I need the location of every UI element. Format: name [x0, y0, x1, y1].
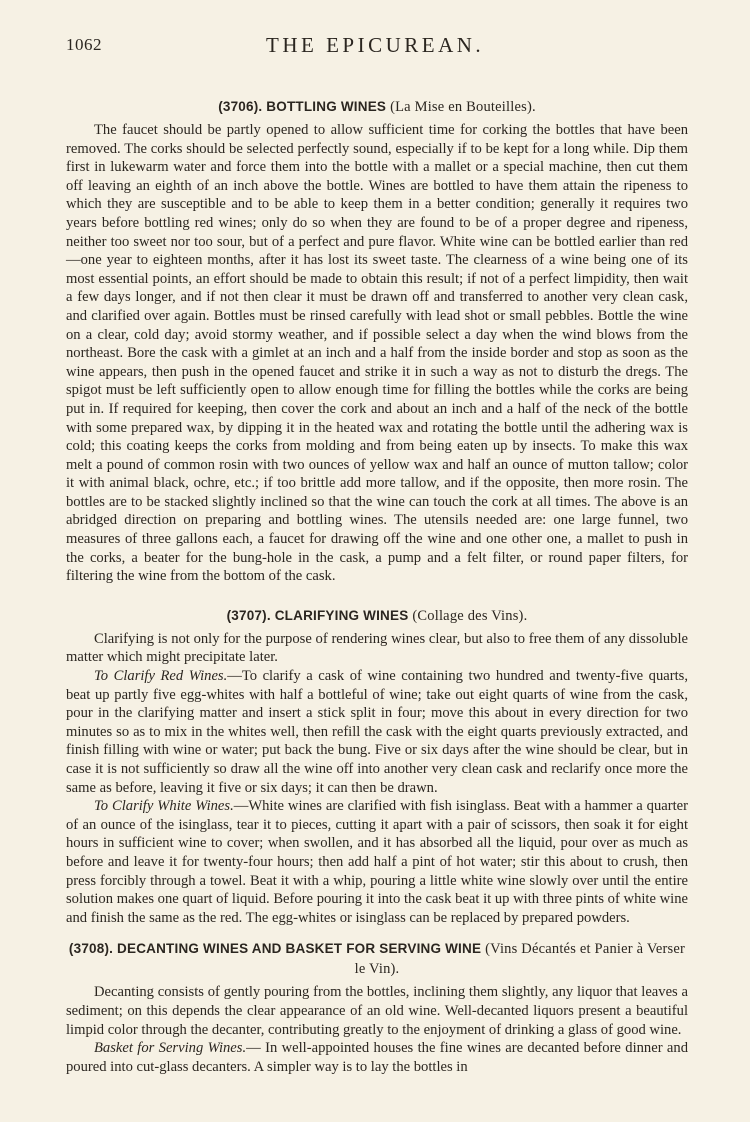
paragraph-text: —To clarify a cask of wine containing two hundred and twenty-five quarts, beat up partly five egg-whites with half a bottleful of wine; take out eight quarts of wine from the cask, pour in the clarifying matter and insert a stick split in four; move this about in every direction for two minutes so as to mix in the whites well, then refill the cask with the eight quarts previously extracted, and finish filling with wine or water; put back the bung. Five or six days after the wine should be clear, but in case it is not sufficiently so draw all the wine off into another very clean cask and reclarify once more the same as before, leaving it five or six days; it can then be drawn.: [66, 668, 688, 796]
heading-french: (Vins Décantés et Panier à Verser le Vin).: [354, 941, 686, 978]
paragraph: [66, 983, 688, 1039]
paragraph: [66, 797, 688, 927]
book-title: THE EPICUREAN.: [266, 33, 485, 57]
heading-title: (3707). CLARIFYING WINES: [226, 607, 409, 623]
section-decanting-wines: [66, 939, 688, 1076]
section-heading: [66, 606, 688, 626]
page-number: 1062: [66, 35, 102, 54]
section-clarifying-wines: [66, 606, 688, 928]
heading-french: (La Mise en Bouteilles).: [390, 99, 536, 115]
paragraph: [66, 121, 688, 586]
paragraph-subhead: Basket for Serving Wines.: [94, 1040, 247, 1057]
heading-title: (3708). DECANTING WINES AND BASKET FOR SERVING WINE: [68, 941, 482, 957]
paragraph-text: —White wines are clarified with fish isinglass. Beat with a hammer a quarter of an ounce of the isinglass, tear it to pieces, cutting it apart with a pair of scissors, then soak it for eight hours in sufficient wine to cover; when swollen, and it has absorbed all the liquid, pour over as much as before and leave it for twenty-four hours; then add half a pint of hot water; stir this about to crush, then press forcibly through a towel. Beat it with a whip, pouring a little white wine slowly over until the entire solution makes one quart of liquid. Before pouring it into the cask beat it up with three pints of white wine and finish the same as the red. The egg-whites or isinglass can be replaced by prepared powders.: [66, 798, 689, 926]
section-heading: [66, 97, 688, 117]
section-bottling-wines: [66, 97, 688, 586]
paragraph-text: — In well-appointed houses the fine wines are decanted before dinner and poured into cut-glass decanters. A simpler way is to lay the bottles in: [66, 1040, 688, 1075]
heading-french: (Collage des Vins).: [412, 607, 528, 624]
paragraph-text: Clarifying is not only for the purpose of rendering wines clear, but also to free them of any dissoluble matter which might precipitate later.: [66, 630, 688, 666]
paragraph-subhead: To Clarify Red Wines.: [94, 668, 228, 685]
paragraph-text: Decanting consists of gently pouring from the bottles, inclining them slightly, any liquor that leaves a sediment; on this depends the clear appearance of an old wine. Well-decanted liquors present a beautiful limpid color through the decanter, contributing greatly to the enjoyment of drinking a glass of good wine.: [66, 984, 688, 1038]
paragraph-subhead: To Clarify White Wines.: [94, 798, 234, 815]
paragraph: [66, 630, 688, 667]
paragraph-text: The faucet should be partly opened to allow sufficient time for corking the bottles that have been removed. The corks should be selected perfectly sound, especially if to be kept for a long while. Dip them first in lukewarm water and force them into the bottle with a mallet or a special machine, then cut them off leaving an eighth of an inch above the bottle. Wines are bottled to have them attain the ripeness to which they are susceptible and to be able to keep them in a better condition; generally it requires two years before bottling red wines; only do so when they are found to be of a proper degree and ripeness, neither too sweet nor too sour, but of a perfect and pure flavor. White wine can be bottled earlier than red—one year to eighteen months, after it has lost its sweet taste. The clearness of a wine being one of its most essential points, an effort should be made to obtain this result; if not of a perfect limpidity, then wait a few days longer, and if not then clear it must be drawn off and transferred to another very clean cask, and clarified over again. Bottles must be rinsed carefully with lead shot or small pebbles. Bottle the wine on a clear, cold day; avoid stormy weather, and if possible select a day when the wind blows from the northeast. Bore the cask with a gimlet at an inch and a half from the inside border and stop as soon as the wine appears, then push in the opened faucet and strike it in such a way as not to disturb the dregs. The spigot must be left sufficiently open to allow enough time for filling the bottles while the corks are being put in. If required for keeping, then cover the cork and about an inch and a half of the neck of the bottle with some prepared wax, by dipping it in the heated wax and rotating the bottle until the adhering wax is cold; this coating keeps the corks from molding and from being eaten up by insects. To make this wax melt a pound of common rosin with two ounces of yellow wax and half an ounce of mutton tallow; color it with animal black, ochre, etc.; if too brittle add more tallow, and if the opposite, then more rosin. The bottles are to be stacked slightly inclined so that the wine can touch the cork at all times. The above is an abridged direction on preparing and bottling wines. The utensils needed are: one large funnel, two measures of three gallons each, a faucet for drawing off the wine and one other one, a mallet to push in the corks, a beater for the bung-hole in the cask, a pump and a felt filter, or round paper filters, for filtering the wine from the bottom of the cask.: [66, 122, 688, 585]
heading-title: (3706). BOTTLING WINES: [218, 99, 387, 114]
section-heading: [66, 939, 688, 979]
paragraph: [66, 667, 688, 797]
paragraph: [66, 1039, 688, 1076]
running-head: [66, 33, 688, 59]
